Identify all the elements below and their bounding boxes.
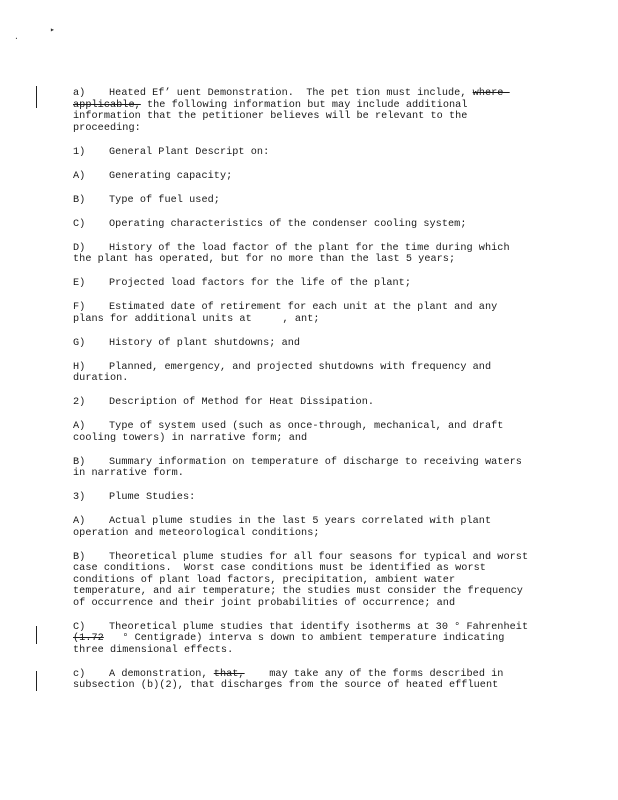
paragraph-number: 3) — [73, 492, 86, 503]
paragraph-1 — [73, 147, 533, 159]
paragraph-1g — [73, 338, 533, 350]
paragraph-number: A) — [73, 516, 86, 527]
paragraph-a — [73, 88, 533, 134]
paragraph-text: Type of fuel used; — [109, 194, 220, 206]
paragraph-3a — [73, 516, 533, 539]
paragraph-number: B) — [73, 194, 86, 206]
paragraph-text: Theoretical plume studies for all four seasons for typical and worst case conditions. Worst case conditions must be identified as worst conditions of plant load factors, precipitation, ambient water temperature, and air temperature; the studies must consider the frequency of occurrence and their joint probabilities of occurrence; and — [73, 551, 535, 609]
paragraph-text: Theoretical plume studies that identify isotherms at 30 ° Fahrenheit — [109, 621, 535, 633]
paragraph-number: 1) — [73, 146, 86, 158]
paragraph-text: Operating characteristics of the condenser cooling system; — [109, 218, 467, 230]
paragraph-1e — [73, 278, 533, 290]
paragraph-number: C) — [73, 621, 86, 633]
struck-text: (1.72 — [73, 633, 104, 644]
paragraph-1c — [73, 219, 533, 231]
paragraph-number: A) — [73, 170, 86, 182]
revision-bar — [36, 626, 37, 644]
paragraph-number: A) — [73, 421, 86, 432]
paragraph-text: Heated Ef’ uent Demonstration. The pet tion must include, — [109, 88, 467, 99]
paragraph-3c — [73, 622, 533, 657]
paragraph-number: c) — [73, 668, 86, 680]
revision-bar — [36, 86, 37, 108]
paragraph-text: ° Centigrade) interva s down to ambient temperature indicating three dimensional effects. — [73, 633, 511, 656]
paragraph-text: History of plant shutdowns; and — [109, 337, 301, 349]
paragraph-c — [73, 669, 533, 692]
paragraph-3 — [73, 492, 533, 504]
paragraph-number: 2) — [73, 397, 86, 408]
struck-text: where applicable, — [73, 88, 510, 111]
paragraph-number: F) — [73, 302, 86, 313]
document-body — [73, 88, 533, 704]
paragraph-text: the following information but may include additional information that the petitioner believes will be relevant to the proceeding: — [73, 99, 474, 134]
corner-arrow-icon: ▸ — [50, 26, 55, 35]
paragraph-1a — [73, 171, 533, 183]
paragraph-text: Planned, emergency, and projected shutdowns with frequency and duration. — [73, 361, 498, 384]
paragraph-text: Type of system used (such as once-through, mechanical, and draft cooling towers) in narrative form; and — [73, 421, 510, 444]
paragraph-3b — [73, 552, 533, 610]
revision-bar — [36, 671, 37, 691]
scan-speck: . — [14, 33, 19, 42]
paragraph-text: Projected load factors for the life of the plant; — [109, 278, 412, 289]
paragraph-2 — [73, 397, 533, 409]
paragraph-1d — [73, 243, 533, 266]
paragraph-1h — [73, 362, 533, 385]
paragraph-text: Actual plume studies in the last 5 years correlated with plant operation and meteorological conditions; — [73, 516, 498, 539]
paragraph-number: D) — [73, 242, 86, 254]
paragraph-text: Summary information on temperature of discharge to receiving waters in narrative form. — [73, 456, 529, 479]
paragraph-text: History of the load factor of the plant for the time during which the plant has operated, but for no more than the last 5 years; — [73, 242, 516, 265]
paragraph-number: G) — [73, 337, 86, 349]
paragraph-text: A demonstration, — [109, 668, 214, 680]
paragraph-text: Plume Studies: — [109, 492, 196, 503]
paragraph-number: H) — [73, 361, 86, 373]
paragraph-text: Estimated date of retirement for each unit at the plant and any plans for additional units at , ant; — [73, 302, 504, 325]
paragraph-2a — [73, 421, 533, 444]
paragraph-number: E) — [73, 278, 86, 289]
paragraph-text: Generating capacity; — [109, 170, 233, 182]
paragraph-text: Description of Method for Heat Dissipation. — [109, 397, 375, 408]
paragraph-text: General Plant Descript on: — [109, 146, 270, 158]
struck-text: that, — [213, 668, 245, 680]
paragraph-1f — [73, 302, 533, 325]
paragraph-number: B) — [73, 551, 86, 563]
paragraph-number: B) — [73, 456, 86, 468]
paragraph-1b — [73, 195, 533, 207]
paragraph-2b — [73, 457, 533, 480]
paragraph-text: may take any of the forms described in subsection (b)(2), that discharges from the source of heated effluent — [73, 668, 510, 691]
paragraph-number: a) — [73, 88, 86, 99]
paragraph-number: C) — [73, 218, 86, 230]
